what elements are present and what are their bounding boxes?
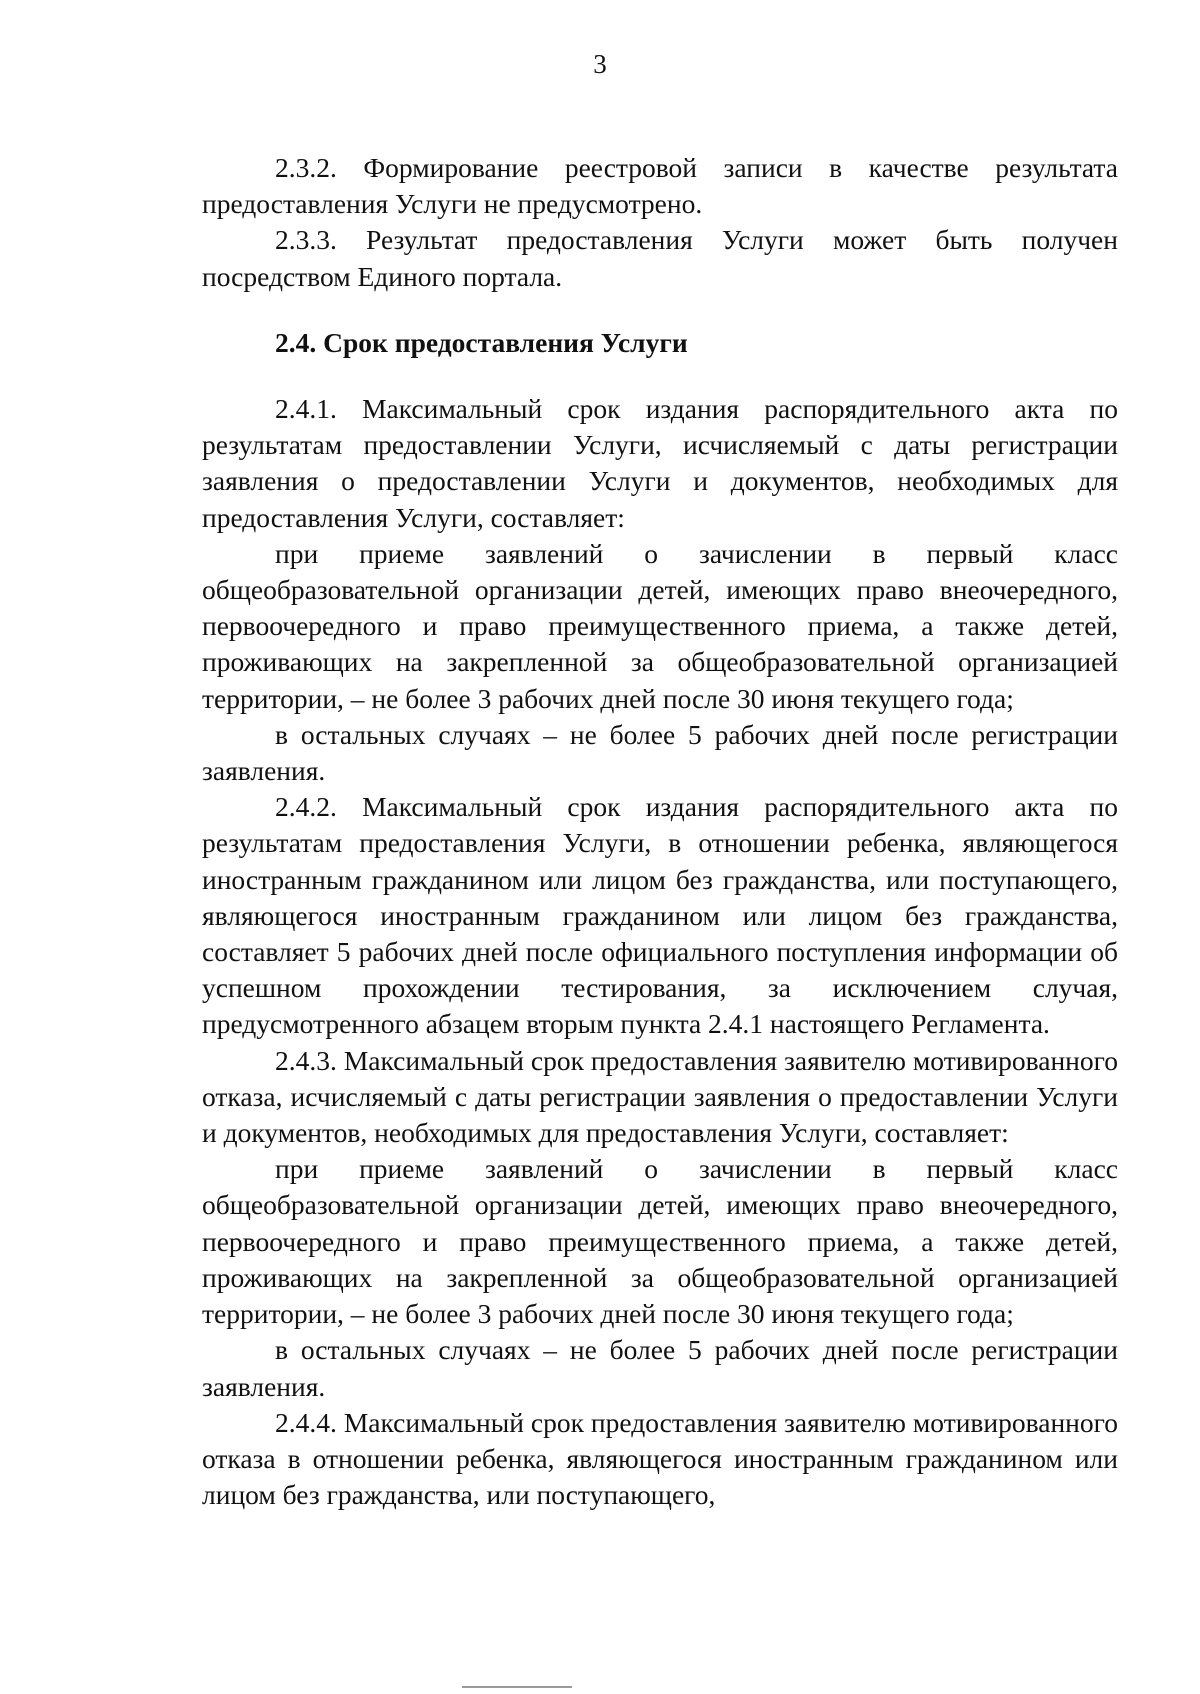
paragraph-2-4-1-other-cases: в остальных случаях – не более 5 рабочих дней после регистрации заявления. bbox=[202, 718, 1118, 787]
paragraph-2-4-3: 2.4.3. Максимальный срок предоставления заявителю мотивированного отказа, исчисляемый с даты регистрации заявления о предоставлении Услуги и документов, необходимых для предоставления Услуги, составляет: bbox=[202, 1044, 1118, 1149]
paragraph-2-4-4: 2.4.4. Максимальный срок предоставления заявителю мотивированного отказа в отношении ребенка, являющегося иностранным гражданином или лицом без гражданства, или поступающего, bbox=[202, 1406, 1118, 1511]
scan-artifact-line bbox=[462, 1686, 572, 1688]
spacer bbox=[202, 361, 1118, 391]
paragraph-2-3-2: 2.3.2. Формирование реестровой записи в качестве результата предоставления Услуги не предусмотрено. bbox=[202, 152, 1118, 220]
paragraph-2-3-3: 2.3.3. Результат предоставления Услуги может быть получен посредством Единого портала. bbox=[202, 224, 1118, 292]
paragraph-2-4-3-other-cases: в остальных случаях – не более 5 рабочих дней после регистрации заявления. bbox=[202, 1334, 1118, 1402]
paragraph-2-4-3-first-class: при приеме заявлений о зачислении в первый класс общеобразовательной организации детей, имеющих право внеочередного, первоочередного и право преимущественного приема, а также детей, проживающих на закрепленной за общеобразовательной организацией территории, – не более 3 рабочих дней после 30 июня текущего года; bbox=[202, 1153, 1118, 1330]
paragraph-2-4-1: 2.4.1. Максимальный срок издания распорядительного акта по результатам предоставлении Услуги, исчисляемый с даты регистрации заявления о предоставлении Услуги и документов, необходимых для предоставления Услуги, составляет: bbox=[202, 393, 1118, 533]
document-body bbox=[202, 150, 1118, 1513]
paragraph-2-4-1-first-class: при приеме заявлений о зачислении в первый класс общеобразовательной организации детей, имеющих право внеочередного, первоочередного и право преимущественного приема, а также детей, проживающих на закрепленной за общеобразовательной организацией территории, – не более 3 рабочих дней после 30 июня текущего года; bbox=[202, 537, 1118, 714]
paragraph-2-4-2: 2.4.2. Максимальный срок издания распорядительного акта по результатам предоставления Услуги, в отношении ребенка, являющегося иностранным гражданином или лицом без гражданства, или поступающего, являющегося иностранным гражданином или лицом без гражданства, составляет 5 рабочих дней после официального поступления информации об успешном прохождении тестирования, за исключением случая, предусмотренного абзацем вторым пункта 2.4.1 настоящего Регламента. bbox=[202, 791, 1118, 1040]
spacer bbox=[202, 295, 1118, 325]
page-number: 3 bbox=[593, 49, 607, 79]
section-heading-2-4: 2.4. Срок предоставления Услуги bbox=[275, 326, 688, 358]
